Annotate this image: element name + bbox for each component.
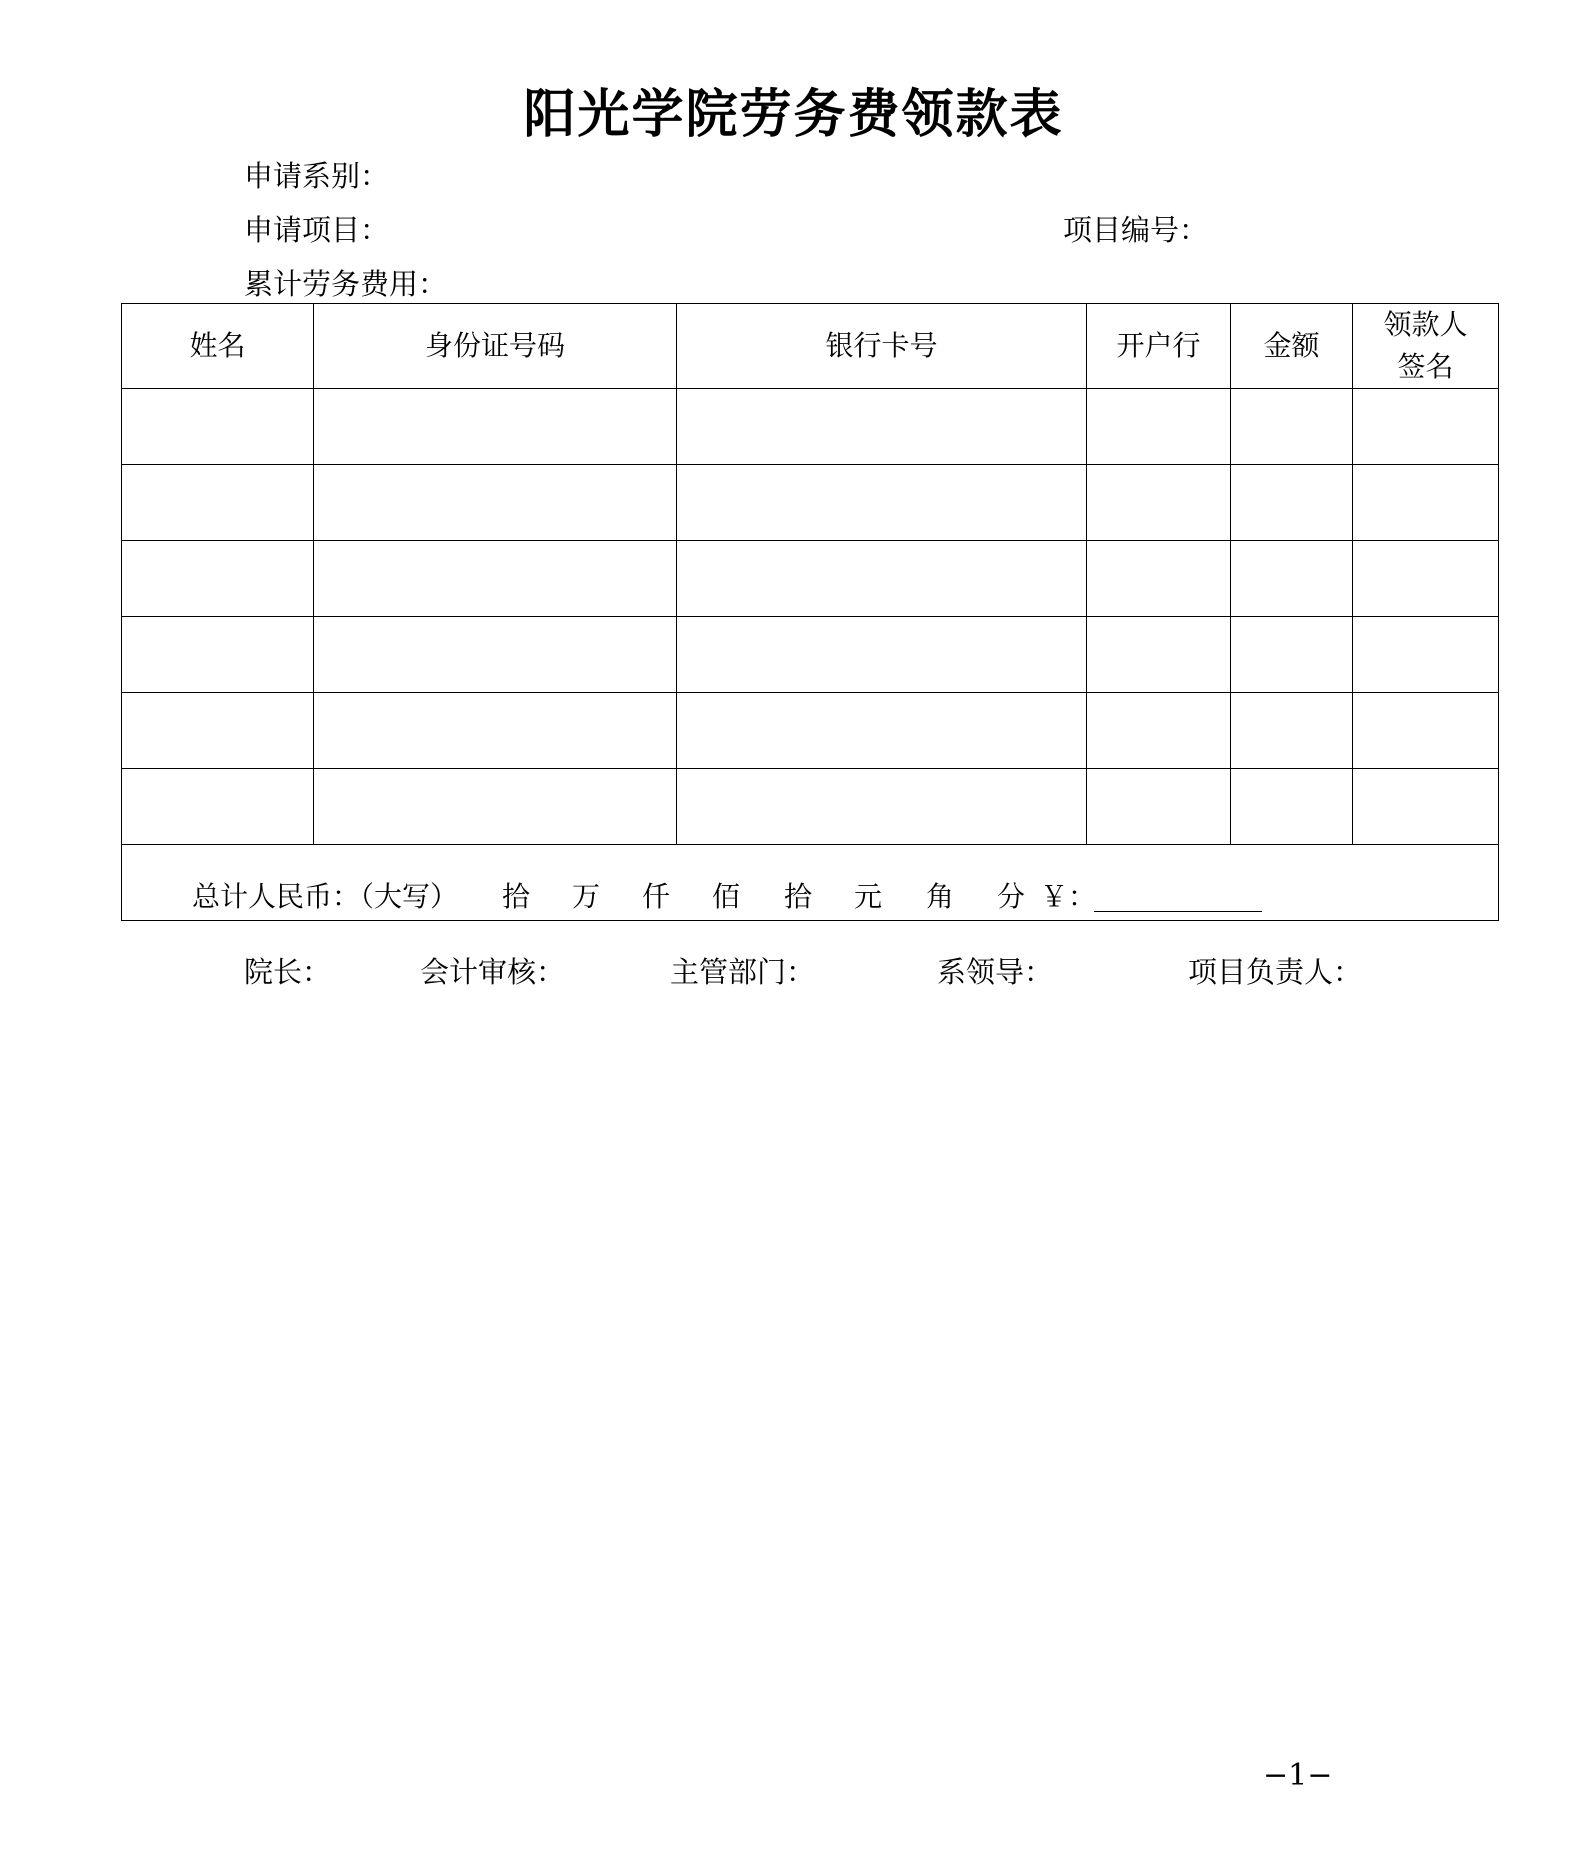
id-number-cell[interactable] bbox=[314, 693, 677, 769]
name-cell[interactable] bbox=[122, 389, 314, 465]
amount-cell[interactable] bbox=[1231, 617, 1353, 693]
page-number: −1− bbox=[1263, 1758, 1333, 1793]
signature-cell[interactable] bbox=[1353, 769, 1499, 845]
project-number-field-label: 项目编号： bbox=[1063, 213, 1209, 247]
bank-card-cell[interactable] bbox=[677, 389, 1087, 465]
bank-card-cell[interactable] bbox=[677, 769, 1087, 845]
bank-branch-cell[interactable] bbox=[1087, 693, 1231, 769]
header-name: 姓名 bbox=[122, 304, 314, 389]
bank-card-cell[interactable] bbox=[677, 693, 1087, 769]
bank-branch-cell[interactable] bbox=[1087, 465, 1231, 541]
unit-shi: 拾 bbox=[784, 880, 813, 913]
total-label: 总计人民币：（大写） bbox=[192, 880, 459, 913]
name-cell[interactable] bbox=[122, 693, 314, 769]
name-cell[interactable] bbox=[122, 541, 314, 617]
total-row bbox=[122, 845, 1499, 921]
signature-project-lead: 项目负责人： bbox=[1188, 955, 1363, 989]
unit-wan: 万 bbox=[572, 880, 601, 913]
header-bank-branch: 开户行 bbox=[1087, 304, 1231, 389]
id-number-cell[interactable] bbox=[314, 389, 677, 465]
unit-jiao: 角 bbox=[926, 880, 955, 913]
unit-yuan: 元 bbox=[854, 880, 883, 913]
bank-branch-cell[interactable] bbox=[1087, 617, 1231, 693]
table-row bbox=[122, 541, 1499, 617]
department-field-label: 申请系别： bbox=[244, 159, 390, 193]
unit-fen: 分 bbox=[997, 880, 1026, 913]
bank-branch-cell[interactable] bbox=[1087, 769, 1231, 845]
table-row bbox=[122, 465, 1499, 541]
id-number-cell[interactable] bbox=[314, 617, 677, 693]
signature-cell[interactable] bbox=[1353, 617, 1499, 693]
table-header-row bbox=[122, 304, 1499, 389]
signature-supervisor-dept: 主管部门： bbox=[670, 955, 816, 989]
table-row bbox=[122, 389, 1499, 465]
header-id-number: 身份证号码 bbox=[314, 304, 677, 389]
signature-cell[interactable] bbox=[1353, 389, 1499, 465]
name-cell[interactable] bbox=[122, 769, 314, 845]
id-number-cell[interactable] bbox=[314, 465, 677, 541]
header-signature-line2: 签名 bbox=[1397, 350, 1454, 383]
table-row bbox=[122, 617, 1499, 693]
bank-card-cell[interactable] bbox=[677, 465, 1087, 541]
signature-cell[interactable] bbox=[1353, 541, 1499, 617]
signature-accounting: 会计审核： bbox=[420, 955, 566, 989]
project-field-label: 申请项目： bbox=[244, 213, 390, 247]
signature-cell[interactable] bbox=[1353, 693, 1499, 769]
unit-bai: 佰 bbox=[712, 880, 741, 913]
bank-card-cell[interactable] bbox=[677, 541, 1087, 617]
header-bank-card: 银行卡号 bbox=[677, 304, 1087, 389]
signature-dean: 院长： bbox=[244, 955, 332, 989]
id-number-cell[interactable] bbox=[314, 769, 677, 845]
unit-shi-wan: 拾 bbox=[502, 880, 531, 913]
amount-cell[interactable] bbox=[1231, 465, 1353, 541]
amount-cell[interactable] bbox=[1231, 693, 1353, 769]
amount-cell[interactable] bbox=[1231, 769, 1353, 845]
yen-label: ￥： bbox=[1040, 880, 1097, 913]
bank-branch-cell[interactable] bbox=[1087, 389, 1231, 465]
payment-table bbox=[121, 303, 1499, 921]
amount-cell[interactable] bbox=[1231, 389, 1353, 465]
table-row bbox=[122, 769, 1499, 845]
form-title: 阳光学院劳务费领款表 bbox=[523, 84, 1064, 145]
bank-branch-cell[interactable] bbox=[1087, 541, 1231, 617]
bank-card-cell[interactable] bbox=[677, 617, 1087, 693]
yen-amount-blank[interactable] bbox=[1094, 883, 1262, 912]
table-row bbox=[122, 693, 1499, 769]
name-cell[interactable] bbox=[122, 465, 314, 541]
amount-cell[interactable] bbox=[1231, 541, 1353, 617]
unit-qian: 仟 bbox=[642, 880, 671, 913]
header-recipient-signature bbox=[1353, 304, 1499, 389]
header-amount: 金额 bbox=[1231, 304, 1353, 389]
id-number-cell[interactable] bbox=[314, 541, 677, 617]
signature-cell[interactable] bbox=[1353, 465, 1499, 541]
header-signature-line1: 领款人 bbox=[1383, 308, 1468, 341]
cumulative-fee-field-label: 累计劳务费用： bbox=[244, 267, 448, 301]
name-cell[interactable] bbox=[122, 617, 314, 693]
signature-department-head: 系领导： bbox=[937, 955, 1054, 989]
